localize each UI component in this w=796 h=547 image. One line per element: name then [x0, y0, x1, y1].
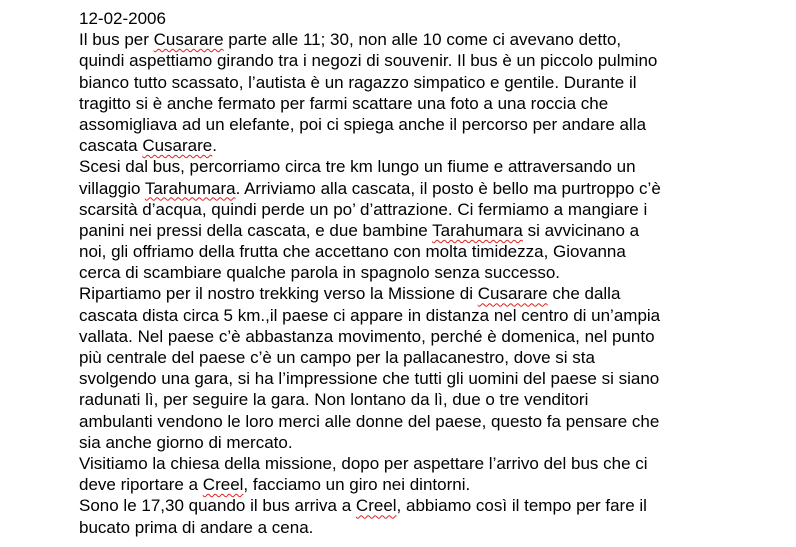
spellcheck-word: Creel [202, 475, 244, 495]
text-line: Visitiamo la chiesa della missione, dopo per aspettare l’arrivo del bus che ci [79, 453, 648, 473]
spellcheck-word: Tarahumara [144, 178, 236, 198]
spellcheck-word: Creel [355, 496, 397, 516]
text-line: assomigliava ad un elefante, poi ci spiega anche il percorso per andare alla [79, 114, 647, 134]
text-line: svolgendo una gara, si ha l’impressione che tutti gli uomini del paese si siano [79, 369, 660, 389]
text-line: vallata. Nel paese c’è abbastanza movimento, perché è domenica, nel punto [79, 326, 655, 346]
text-line: tragitto si è anche fermato per farmi scattare una foto a una roccia che [79, 93, 609, 113]
text-line: bianco tutto scassato, l’autista è un ragazzo simpatico e gentile. Durante il [79, 72, 637, 92]
text-line: Sono le 17,30 quando il bus arriva a Creel, abbiamo così il tempo per fare il [79, 496, 647, 516]
text-line: deve riportare a Creel, facciamo un giro nei dintorni. [79, 475, 471, 495]
spellcheck-word: Cusarare [477, 284, 548, 304]
text-line: Scesi dal bus, percorriamo circa tre km lungo un fiume e attraversando un [79, 157, 636, 177]
text-line: Ripartiamo per il nostro trekking verso la Missione di Cusarare che dalla [79, 284, 621, 304]
text-line: quindi aspettiamo girando tra i negozi di souvenir. Il bus è un piccolo pulmino [79, 51, 658, 71]
text-line: ambulanti vendono le loro merci alle donne del paese, questo fa pensare che [79, 411, 660, 431]
text-line: più centrale del paese c’è un campo per la pallacanestro, dove si sta [79, 348, 595, 367]
date-line: 12-02-2006 [79, 9, 166, 28]
text-line: cerca di scambiare qualche parola in spagnolo senza successo. [79, 263, 560, 283]
text-line: scarsità d’acqua, quindi perde un po’ d’attrazione. Ci fermiamo a mangiare i [79, 199, 648, 219]
spellcheck-word: Cusarare [153, 30, 224, 50]
text-line: panini nei pressi della cascata, e due bambine Tarahumara si avvicinano a [79, 220, 640, 240]
spellcheck-word: Tarahumara [432, 220, 523, 240]
text-line: sia anche giorno di mercato. [79, 432, 293, 452]
text-line: cascata Cusarare. [79, 136, 217, 156]
text-line: radunati lì, per seguire la gara. Non lontano da lì, due o tre venditori [79, 390, 589, 410]
document-body[interactable] [79, 8, 791, 538]
text-line: Il bus per Cusarare parte alle 11; 30, non alle 10 come ci avevano detto, [79, 30, 622, 50]
text-line: cascata dista circa 5 km.,il paese ci appare in distanza nel centro di un’ampia [79, 305, 661, 325]
spellcheck-word: Cusarare [142, 136, 213, 156]
text-line: bucato prima di andare a cena. [79, 517, 314, 537]
text-line: noi, gli offriamo della frutta che accettano con molta timidezza, Giovanna [79, 242, 626, 262]
text-line: villaggio Tarahumara. Arriviamo alla cascata, il posto è bello ma purtroppo c’è [79, 178, 661, 198]
